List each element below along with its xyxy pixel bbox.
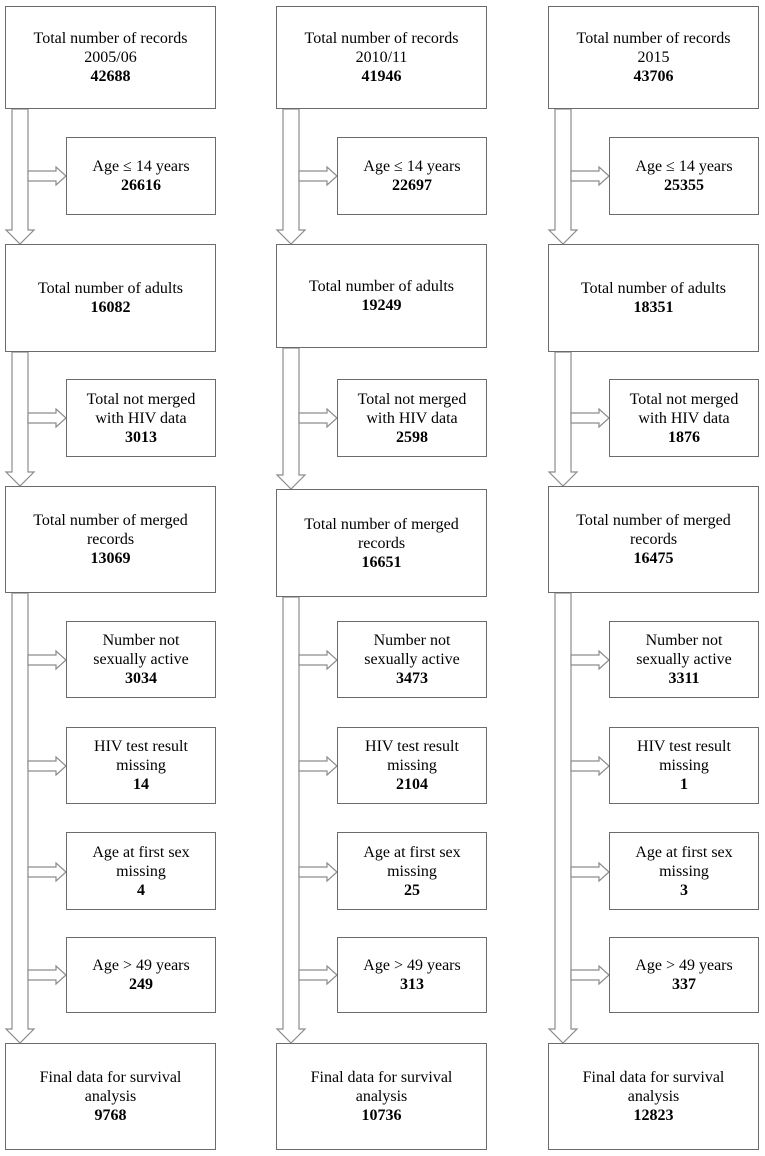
box-count: 3013: [125, 428, 157, 446]
box-count: 2598: [396, 428, 428, 446]
col3-exclusion-arrow: [571, 651, 609, 669]
box-label-line: Age at first sex: [363, 843, 461, 861]
box-count: 3034: [125, 670, 157, 687]
box-count: 9768: [94, 1107, 127, 1124]
col1-records-box: [5, 6, 216, 109]
col1-merged-box: [5, 486, 216, 593]
col2-exclusion-arrow: [299, 167, 337, 185]
box-label-line: records: [629, 531, 678, 548]
box-count: 3: [680, 881, 688, 899]
col2-merged-box: [276, 489, 487, 597]
box-count: 41946: [361, 68, 402, 85]
col3-age-le14-box: [609, 137, 759, 215]
box-label-line: Total number of adults: [308, 278, 455, 295]
box-label-line: Final data for survival: [310, 1069, 453, 1086]
box-label-line: with HIV data: [638, 409, 730, 427]
col3-exclusion-arrow: [571, 409, 609, 427]
box-count: 26616: [121, 177, 161, 194]
box-label-line: missing: [387, 862, 437, 880]
box-label-line: Number not: [102, 632, 180, 649]
box-count: 4: [137, 881, 145, 899]
box-count: 13069: [90, 550, 131, 567]
box-count: 43706: [633, 68, 674, 85]
box-label-line: HIV test result: [365, 738, 459, 755]
col2-exclusion-arrow: [299, 409, 337, 427]
box-label-line: records: [86, 531, 135, 548]
box-label-line: Age > 49 years: [635, 957, 733, 974]
box-label-line: Total number of merged: [33, 512, 188, 529]
col1-exclusion-arrow: [28, 757, 66, 775]
col2-hiv-missing-box: [337, 727, 487, 804]
box-count: 25355: [664, 177, 704, 194]
col3-exclusion-arrow: [571, 863, 609, 881]
box-count: 12823: [633, 1107, 674, 1124]
box-label-line: missing: [116, 862, 166, 880]
box-label-line: Age > 49 years: [92, 957, 190, 974]
col1-age-gt49-box: [66, 937, 216, 1013]
box-label-line: analysis: [84, 1088, 137, 1105]
col1-exclusion-arrow: [28, 409, 66, 427]
col2-age-le14-box: [337, 137, 487, 215]
box-label-line: Total not merged: [357, 390, 467, 408]
box-label-line: Number not: [373, 632, 451, 649]
box-label-line: Total not merged: [86, 390, 196, 408]
col3-final-box: [548, 1043, 759, 1150]
col1-adults-box: [5, 244, 216, 352]
box-count: 42688: [90, 68, 131, 85]
col1-exclusion-arrow: [28, 651, 66, 669]
col2-exclusion-arrow: [299, 966, 337, 984]
col1-exclusion-arrow: [28, 966, 66, 984]
col3-merged-box: [548, 486, 759, 593]
box-label-line: missing: [659, 757, 709, 774]
box-label-line: Total number of adults: [580, 280, 727, 297]
box-label-line: Total number of records: [33, 30, 188, 47]
box-label-line: 2005/06: [84, 49, 137, 66]
box-label-line: 2010/11: [355, 49, 408, 66]
col2-age-first-sex-missing-box: [337, 832, 487, 910]
box-count: 18351: [633, 299, 674, 316]
col1-not-sexually-active-box: [66, 621, 216, 698]
col2-adults-box: [276, 244, 487, 348]
col2-exclusion-arrow: [299, 863, 337, 881]
col1-age-le14-box: [66, 137, 216, 215]
box-label-line: analysis: [627, 1088, 680, 1105]
box-label-line: analysis: [355, 1088, 408, 1105]
box-label-line: Total number of adults: [37, 280, 184, 297]
box-count: 19249: [361, 297, 402, 314]
col3-records-box: [548, 6, 759, 109]
col3-age-gt49-box: [609, 937, 759, 1013]
col1-hiv-missing-box: [66, 727, 216, 804]
box-label-line: 2015: [637, 49, 670, 66]
box-label-line: Final data for survival: [39, 1069, 182, 1086]
box-label-line: with HIV data: [95, 409, 187, 427]
col3-exclusion-arrow: [571, 757, 609, 775]
col3-exclusion-arrow: [571, 167, 609, 185]
col3-not-sexually-active-box: [609, 621, 759, 698]
box-label-line: Total number of records: [576, 30, 731, 47]
box-count: 25: [404, 881, 420, 899]
box-count: 1: [680, 776, 688, 793]
box-count: 337: [672, 976, 696, 993]
box-label-line: HIV test result: [94, 738, 188, 755]
col2-exclusion-arrow: [299, 651, 337, 669]
col1-age-first-sex-missing-box: [66, 832, 216, 910]
box-label-line: Age > 49 years: [363, 957, 461, 974]
box-count: 313: [400, 976, 424, 993]
col1-exclusion-arrow: [28, 863, 66, 881]
box-count: 22697: [392, 177, 432, 194]
col2-records-box: [276, 6, 487, 109]
box-label-line: missing: [387, 757, 437, 774]
box-label-line: with HIV data: [366, 409, 458, 427]
box-label-line: sexually active: [636, 651, 732, 668]
box-count: 2104: [396, 776, 428, 793]
col2-final-box: [276, 1043, 487, 1150]
box-count: 16651: [361, 553, 402, 571]
box-label-line: Final data for survival: [582, 1069, 725, 1086]
col3-not-merged-box: [609, 379, 759, 457]
col2-exclusion-arrow: [299, 757, 337, 775]
col3-hiv-missing-box: [609, 727, 759, 804]
box-count: 14: [133, 776, 149, 793]
box-count: 3311: [668, 670, 700, 687]
col2-not-merged-box: [337, 379, 487, 457]
box-label-line: Total not merged: [629, 390, 739, 408]
col1-exclusion-arrow: [28, 167, 66, 185]
box-count: 10736: [361, 1107, 402, 1124]
box-label-line: Age at first sex: [92, 843, 190, 861]
col1-not-merged-box: [66, 379, 216, 457]
box-label-line: Age at first sex: [635, 843, 733, 861]
box-count: 16082: [90, 299, 131, 316]
box-count: 3473: [396, 670, 428, 687]
box-count: 249: [129, 976, 153, 993]
box-label-line: sexually active: [93, 651, 189, 668]
col3-age-first-sex-missing-box: [609, 832, 759, 910]
box-label-line: records: [357, 534, 406, 552]
col1-final-box: [5, 1043, 216, 1150]
box-count: 1876: [668, 428, 700, 446]
col2-age-gt49-box: [337, 937, 487, 1013]
col3-adults-box: [548, 244, 759, 352]
box-label-line: Age ≤ 14 years: [92, 158, 190, 175]
box-label-line: HIV test result: [637, 738, 731, 755]
box-label-line: Age ≤ 14 years: [635, 158, 733, 175]
box-label-line: missing: [659, 862, 709, 880]
box-count: 16475: [633, 550, 674, 567]
box-label-line: missing: [116, 757, 166, 774]
box-label-line: Age ≤ 14 years: [363, 158, 461, 175]
col2-not-sexually-active-box: [337, 621, 487, 698]
box-label-line: Number not: [645, 632, 723, 649]
col3-exclusion-arrow: [571, 966, 609, 984]
box-label-line: Total number of merged: [304, 515, 459, 533]
box-label-line: Total number of records: [304, 30, 459, 47]
box-label-line: Total number of merged: [576, 512, 731, 529]
box-label-line: sexually active: [364, 651, 460, 668]
